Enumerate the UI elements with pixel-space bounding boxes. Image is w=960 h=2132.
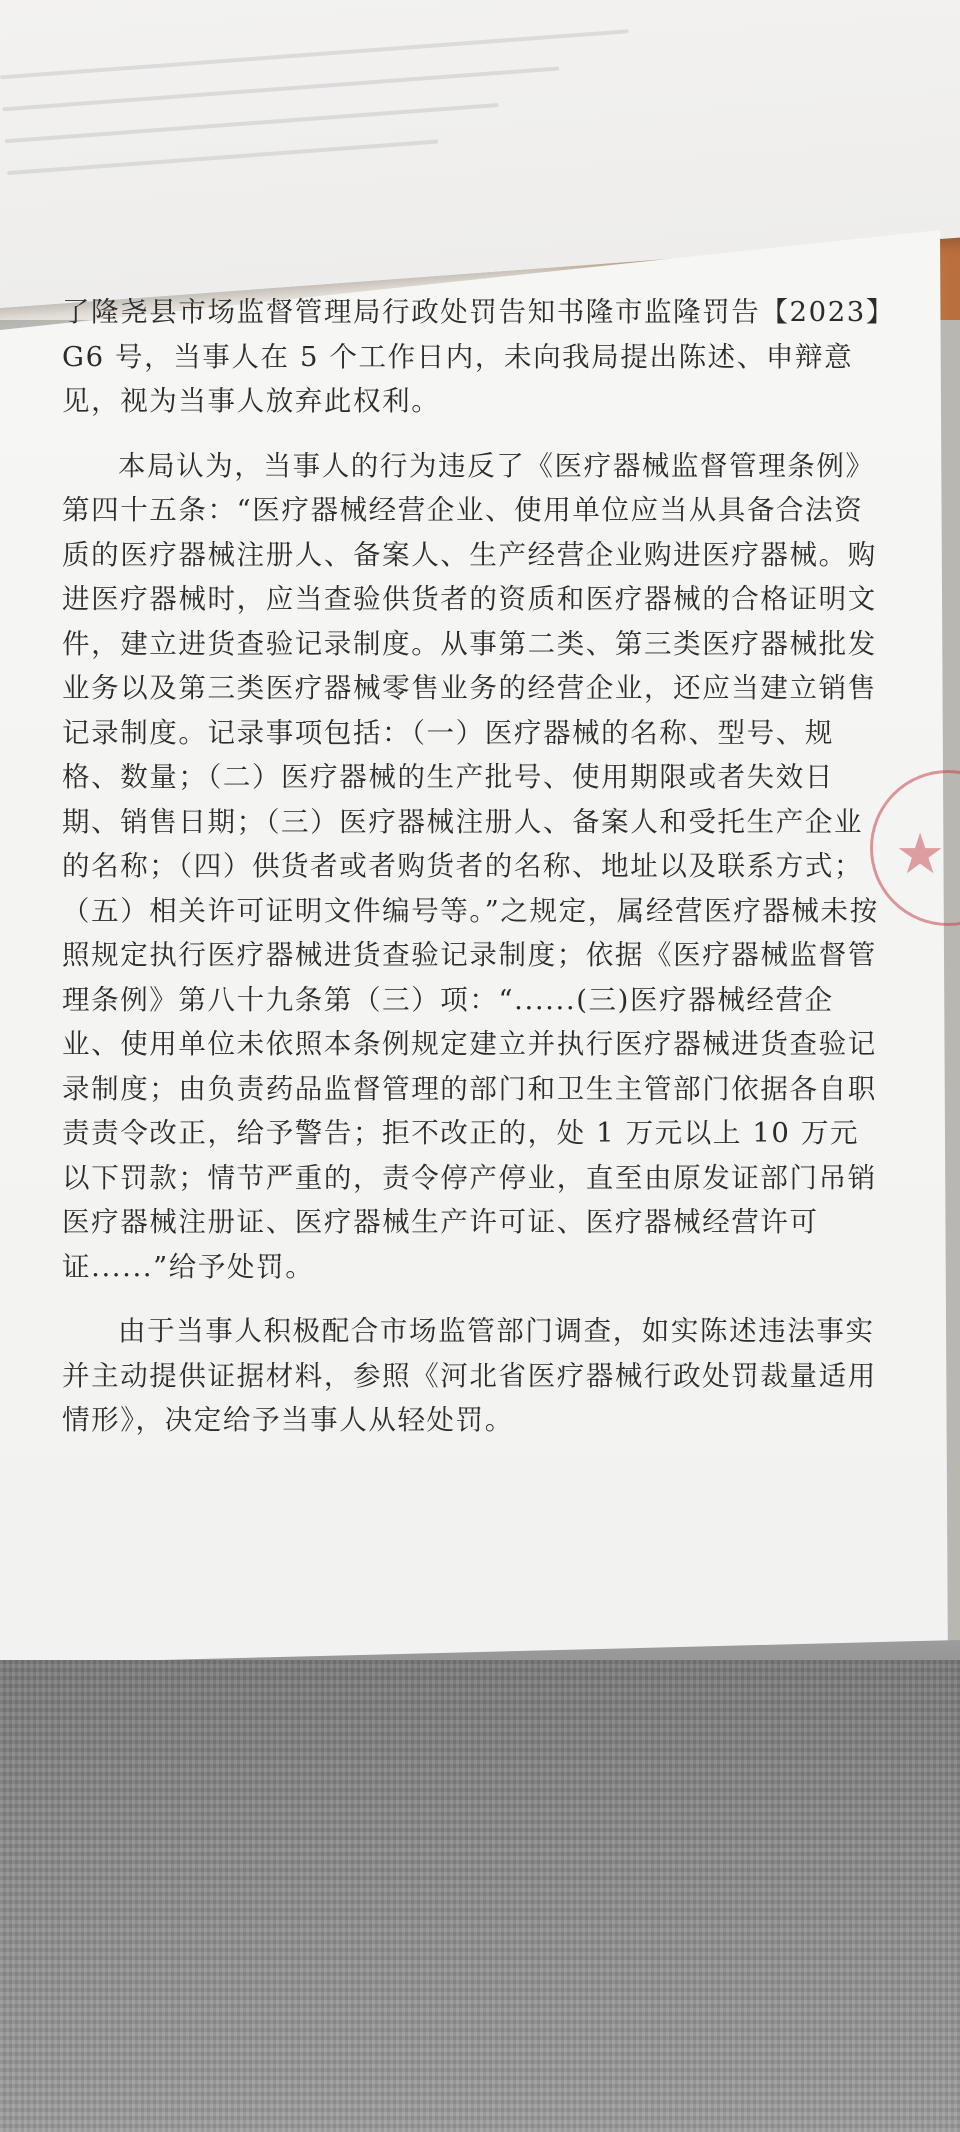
paragraph-3: 由于当事人积极配合市场监管部门调查，如实陈述违法事实并主动提供证据材料，参照《河北省医疗器械行政处罚裁量适用情形》，决定给予当事人从轻处罚。 bbox=[62, 1315, 877, 1436]
paragraph-1: 了隆尧县市场监督管理局行政处罚告知书隆市监隆罚告【2023】G6 号，当事人在 5 个工作日内，未向我局提出陈述、申辩意见，视为当事人放弃此权利。 bbox=[62, 296, 882, 417]
fabric-surface bbox=[0, 1660, 960, 2132]
document-body bbox=[62, 290, 882, 1463]
seal-star-icon: ★ bbox=[895, 822, 946, 887]
faint-back-text bbox=[0, 0, 907, 203]
paragraph-2: 本局认为，当事人的行为违反了《医疗器械监督管理条例》第四十五条：“医疗器械经营企业、使用单位应当从具备合法资质的医疗器械注册人、备案人、生产经营企业购进医疗器械。购进医疗器械时，应当查验供货者的资质和医疗器械的合格证明文件，建立进货查验记录制度。从事第二类、第三类医疗器械批发业务以及第三类医疗器械零售业务的经营企业，还应当建立销售记录制度。记录事项包括：（一）医疗器械的名称、型号、规格、数量；（二）医疗器械的生产批号、使用期限或者失效日期、销售日期；（三）医疗器械注册人、备案人和受托生产企业的名称；（四）供货者或者购货者的名称、地址以及联系方式；（五）相关许可证明文件编号等。”之规定，属经营医疗器械未按照规定执行医疗器械进货查验记录制度；依据《医疗器械监督管理条例》第八十九条第（三）项：“......(三)医疗器械经营企业、使用单位未依照本条例规定建立并执行医疗器械进货查验记录制度；由负责药品监督管理的部门和卫生主管部门依据各自职责责令改正，给予警告；拒不改正的，处 1 万元以上 10 万元以下罚款；情节严重的，责令停产停业，直至由原发证部门吊销医疗器械注册证、医疗器械生产许可证、医疗器械经营许可证......”给予处罚。 bbox=[62, 449, 879, 1283]
